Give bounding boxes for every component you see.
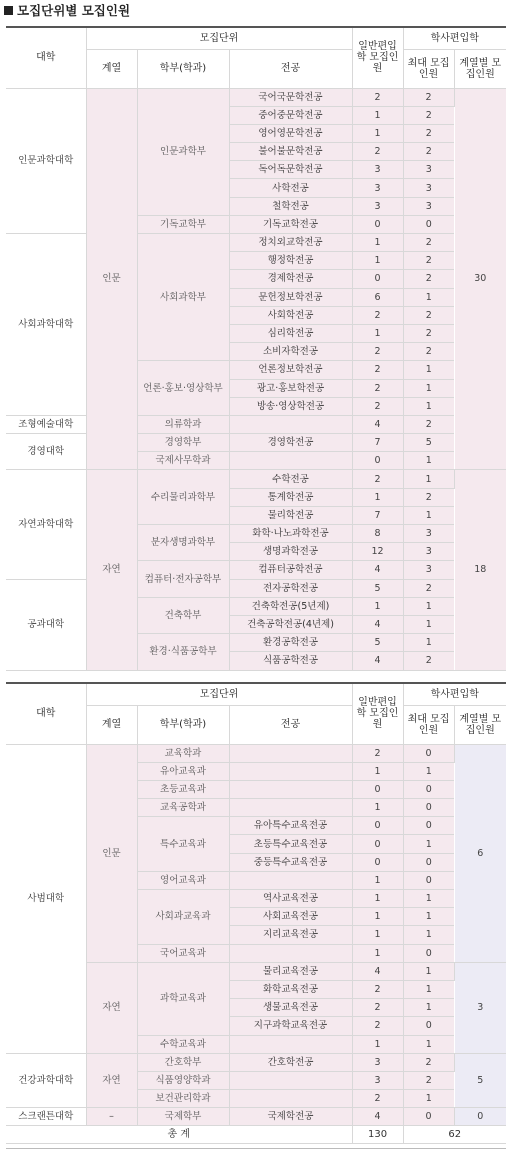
header-univ: 대학 (6, 27, 86, 88)
general-quota-cell: 12 (352, 543, 403, 561)
major-cell: 전자공학전공 (229, 579, 352, 597)
univ-cell: 경영대학 (6, 434, 86, 470)
general-quota-cell: 2 (352, 361, 403, 379)
max-quota-cell: 2 (403, 1071, 454, 1089)
dept-cell: 영어교육과 (137, 871, 229, 889)
general-quota-cell: 2 (352, 999, 403, 1017)
header-max: 최대 모집인원 (403, 705, 454, 744)
max-quota-cell: 1 (403, 379, 454, 397)
general-quota-cell: 4 (352, 652, 403, 670)
header-major: 전공 (229, 49, 352, 88)
general-quota-cell: 3 (352, 1071, 403, 1089)
general-quota-cell: 5 (352, 634, 403, 652)
dept-cell: 교육공학과 (137, 799, 229, 817)
max-quota-cell: 1 (403, 361, 454, 379)
header-major: 전공 (229, 705, 352, 744)
series-quota-cell: 18 (454, 470, 506, 670)
major-cell: 역사교육전공 (229, 890, 352, 908)
dept-cell: 수학교육과 (137, 1035, 229, 1053)
major-cell: 불어불문학전공 (229, 143, 352, 161)
dept-cell: 간호학부 (137, 1053, 229, 1071)
max-quota-cell: 1 (403, 962, 454, 980)
major-cell: 화학교육전공 (229, 980, 352, 998)
dept-cell: 국어교육과 (137, 944, 229, 962)
header-unit: 모집단위 (86, 683, 352, 705)
major-cell: 정치외교학전공 (229, 234, 352, 252)
quota-table-2 (6, 682, 506, 1144)
general-quota-cell: 1 (352, 871, 403, 889)
general-quota-cell: 2 (352, 980, 403, 998)
header-series: 계열 (86, 49, 137, 88)
general-quota-cell: 0 (352, 270, 403, 288)
max-quota-cell: 1 (403, 597, 454, 615)
dept-cell: 컴퓨터·전자공학부 (137, 561, 229, 597)
major-cell: 사회학전공 (229, 306, 352, 324)
major-cell: 기독교학전공 (229, 215, 352, 233)
max-quota-cell: 2 (403, 234, 454, 252)
major-cell: 철학전공 (229, 197, 352, 215)
max-quota-cell: 1 (403, 288, 454, 306)
dept-cell: 교육학과 (137, 744, 229, 762)
table-row (6, 744, 506, 762)
general-quota-cell: 0 (352, 817, 403, 835)
header-general: 일반편입학 모집인원 (352, 27, 403, 88)
major-cell: 광고·홍보학전공 (229, 379, 352, 397)
major-cell: 컴퓨터공학전공 (229, 561, 352, 579)
max-quota-cell: 1 (403, 926, 454, 944)
major-cell (229, 780, 352, 798)
max-quota-cell: 3 (403, 197, 454, 215)
header-dept: 학부(학과) (137, 49, 229, 88)
table-row (6, 234, 506, 252)
max-quota-cell: 5 (403, 434, 454, 452)
max-quota-cell: 1 (403, 980, 454, 998)
series-quota-cell: 5 (454, 1053, 506, 1108)
general-quota-cell: 8 (352, 525, 403, 543)
dept-cell: 과학교육과 (137, 962, 229, 1035)
max-quota-cell: 2 (403, 324, 454, 342)
univ-cell: 사회과학대학 (6, 234, 86, 416)
dept-cell: 기독교학부 (137, 215, 229, 233)
max-quota-cell: 2 (403, 270, 454, 288)
total-transfer: 62 (403, 1126, 506, 1144)
general-quota-cell: 2 (352, 397, 403, 415)
total-row (6, 1126, 506, 1144)
univ-cell: 공과대학 (6, 579, 86, 670)
max-quota-cell: 1 (403, 1090, 454, 1108)
max-quota-cell: 1 (403, 470, 454, 488)
dept-cell: 수리물리과학부 (137, 470, 229, 525)
general-quota-cell: 4 (352, 615, 403, 633)
major-cell (229, 1071, 352, 1089)
major-cell: 문헌정보학전공 (229, 288, 352, 306)
header-univ: 대학 (6, 683, 86, 744)
table-row (6, 579, 506, 597)
table-row (6, 434, 506, 452)
dept-cell: 의류학과 (137, 415, 229, 433)
general-quota-cell: 2 (352, 88, 403, 106)
table2-body (6, 744, 506, 1144)
general-quota-cell: 0 (352, 452, 403, 470)
major-cell: 통계학전공 (229, 488, 352, 506)
general-quota-cell: 0 (352, 215, 403, 233)
dept-cell: 식품영양학과 (137, 1071, 229, 1089)
max-quota-cell: 3 (403, 525, 454, 543)
dept-cell: 보건관리학과 (137, 1090, 229, 1108)
major-cell: 언론정보학전공 (229, 361, 352, 379)
max-quota-cell: 2 (403, 252, 454, 270)
max-quota-cell: 2 (403, 1053, 454, 1071)
max-quota-cell: 0 (403, 817, 454, 835)
general-quota-cell: 2 (352, 744, 403, 762)
table1-body (6, 88, 506, 670)
header-transfer: 학사편입학 (403, 683, 506, 705)
series-cell: 인문 (86, 744, 137, 962)
dept-cell: 경영학부 (137, 434, 229, 452)
univ-cell: 자연과학대학 (6, 470, 86, 579)
major-cell (229, 1090, 352, 1108)
max-quota-cell: 2 (403, 106, 454, 124)
max-quota-cell: 0 (403, 215, 454, 233)
major-cell: 국제학전공 (229, 1108, 352, 1126)
general-quota-cell: 2 (352, 306, 403, 324)
general-quota-cell: 1 (352, 597, 403, 615)
general-quota-cell: 3 (352, 161, 403, 179)
general-quota-cell: 2 (352, 1090, 403, 1108)
major-cell: 수학전공 (229, 470, 352, 488)
header-general: 일반편입학 모집인원 (352, 683, 403, 744)
header-unit: 모집단위 (86, 27, 352, 49)
major-cell: 물리교육전공 (229, 962, 352, 980)
general-quota-cell: 1 (352, 799, 403, 817)
univ-cell: 인문과학대학 (6, 88, 86, 234)
dept-cell: 건축학부 (137, 597, 229, 633)
major-cell: 사회교육전공 (229, 908, 352, 926)
dept-cell: 초등교육과 (137, 780, 229, 798)
max-quota-cell: 2 (403, 88, 454, 106)
table-row (6, 415, 506, 433)
series-quota-cell: 3 (454, 962, 506, 1053)
max-quota-cell: 3 (403, 161, 454, 179)
general-quota-cell: 1 (352, 234, 403, 252)
dept-cell: 분자생명과학부 (137, 525, 229, 561)
max-quota-cell: 1 (403, 835, 454, 853)
major-cell: 경영학전공 (229, 434, 352, 452)
major-cell (229, 415, 352, 433)
major-cell: 독어독문학전공 (229, 161, 352, 179)
univ-cell: 조형예술대학 (6, 415, 86, 433)
series-cell: – (86, 1108, 137, 1126)
max-quota-cell: 0 (403, 780, 454, 798)
general-quota-cell: 5 (352, 579, 403, 597)
dept-cell: 유아교육과 (137, 762, 229, 780)
general-quota-cell: 3 (352, 1053, 403, 1071)
general-quota-cell: 2 (352, 470, 403, 488)
major-cell: 물리학전공 (229, 506, 352, 524)
general-quota-cell: 1 (352, 926, 403, 944)
max-quota-cell: 1 (403, 615, 454, 633)
series-cell: 자연 (86, 1053, 137, 1108)
general-quota-cell: 1 (352, 106, 403, 124)
max-quota-cell: 0 (403, 853, 454, 871)
dept-cell: 인문과학부 (137, 88, 229, 215)
header-series-quota: 계열별 모집인원 (454, 705, 506, 744)
general-quota-cell: 1 (352, 908, 403, 926)
total-general: 130 (352, 1126, 403, 1144)
dept-cell: 특수교육과 (137, 817, 229, 872)
max-quota-cell: 2 (403, 343, 454, 361)
square-bullet-icon (4, 6, 13, 15)
max-quota-cell: 2 (403, 488, 454, 506)
major-cell (229, 762, 352, 780)
max-quota-cell: 3 (403, 561, 454, 579)
general-quota-cell: 1 (352, 252, 403, 270)
series-cell: 자연 (86, 962, 137, 1053)
major-cell: 심리학전공 (229, 324, 352, 342)
max-quota-cell: 2 (403, 415, 454, 433)
general-quota-cell: 0 (352, 853, 403, 871)
general-quota-cell: 1 (352, 1035, 403, 1053)
dept-cell: 사회과교육과 (137, 890, 229, 945)
major-cell (229, 871, 352, 889)
series-quota-cell: 0 (454, 1108, 506, 1126)
header-max: 최대 모집인원 (403, 49, 454, 88)
max-quota-cell: 0 (403, 744, 454, 762)
general-quota-cell: 4 (352, 962, 403, 980)
major-cell: 행정학전공 (229, 252, 352, 270)
header-transfer: 학사편입학 (403, 27, 506, 49)
max-quota-cell: 1 (403, 452, 454, 470)
general-quota-cell: 0 (352, 835, 403, 853)
table-row (6, 88, 506, 106)
max-quota-cell: 0 (403, 1108, 454, 1126)
general-quota-cell: 4 (352, 415, 403, 433)
major-cell (229, 1035, 352, 1053)
dept-cell: 국제사무학과 (137, 452, 229, 470)
general-quota-cell: 3 (352, 197, 403, 215)
header-series: 계열 (86, 705, 137, 744)
major-cell: 국어국문학전공 (229, 88, 352, 106)
page-title (4, 2, 130, 20)
general-quota-cell: 6 (352, 288, 403, 306)
univ-cell: 스크랜튼대학 (6, 1108, 86, 1126)
page-title-text: 모집단위별 모집인원 (17, 3, 131, 18)
series-cell: 자연 (86, 470, 137, 670)
general-quota-cell: 2 (352, 343, 403, 361)
general-quota-cell: 1 (352, 762, 403, 780)
general-quota-cell: 7 (352, 506, 403, 524)
table-row (6, 1053, 506, 1071)
major-cell: 중등특수교육전공 (229, 853, 352, 871)
max-quota-cell: 3 (403, 179, 454, 197)
general-quota-cell: 1 (352, 944, 403, 962)
general-quota-cell: 2 (352, 379, 403, 397)
max-quota-cell: 2 (403, 652, 454, 670)
max-quota-cell: 1 (403, 1035, 454, 1053)
general-quota-cell: 1 (352, 488, 403, 506)
major-cell: 건축학전공(5년제) (229, 597, 352, 615)
dept-cell: 사회과학부 (137, 234, 229, 361)
max-quota-cell: 3 (403, 543, 454, 561)
table-row (6, 470, 506, 488)
major-cell: 간호학전공 (229, 1053, 352, 1071)
general-quota-cell: 7 (352, 434, 403, 452)
major-cell: 화학·나노과학전공 (229, 525, 352, 543)
general-quota-cell: 2 (352, 143, 403, 161)
major-cell: 식품공학전공 (229, 652, 352, 670)
max-quota-cell: 0 (403, 1017, 454, 1035)
quota-table-1 (6, 26, 506, 671)
major-cell: 영어영문학전공 (229, 124, 352, 142)
univ-cell: 사범대학 (6, 744, 86, 1053)
major-cell (229, 799, 352, 817)
major-cell: 환경공학전공 (229, 634, 352, 652)
major-cell: 초등특수교육전공 (229, 835, 352, 853)
series-cell: 인문 (86, 88, 137, 470)
major-cell (229, 744, 352, 762)
major-cell: 건축공학전공(4년제) (229, 615, 352, 633)
major-cell: 생물교육전공 (229, 999, 352, 1017)
major-cell: 지리교육전공 (229, 926, 352, 944)
header-dept: 학부(학과) (137, 705, 229, 744)
header-series-quota: 계열별 모집인원 (454, 49, 506, 88)
max-quota-cell: 1 (403, 506, 454, 524)
dept-cell: 환경·식품공학부 (137, 634, 229, 670)
max-quota-cell: 2 (403, 306, 454, 324)
max-quota-cell: 0 (403, 944, 454, 962)
major-cell: 유아특수교육전공 (229, 817, 352, 835)
general-quota-cell: 1 (352, 324, 403, 342)
major-cell: 중어중문학전공 (229, 106, 352, 124)
max-quota-cell: 1 (403, 634, 454, 652)
general-quota-cell: 2 (352, 1017, 403, 1035)
major-cell (229, 944, 352, 962)
max-quota-cell: 0 (403, 799, 454, 817)
series-quota-cell: 6 (454, 744, 506, 962)
total-label: 총 계 (6, 1126, 352, 1144)
major-cell: 지구과학교육전공 (229, 1017, 352, 1035)
general-quota-cell: 0 (352, 780, 403, 798)
general-quota-cell: 1 (352, 124, 403, 142)
general-quota-cell: 4 (352, 1108, 403, 1126)
max-quota-cell: 1 (403, 999, 454, 1017)
univ-cell: 건강과학대학 (6, 1053, 86, 1108)
general-quota-cell: 4 (352, 561, 403, 579)
max-quota-cell: 0 (403, 871, 454, 889)
series-quota-cell: 30 (454, 88, 506, 470)
max-quota-cell: 1 (403, 908, 454, 926)
general-quota-cell: 1 (352, 890, 403, 908)
max-quota-cell: 2 (403, 579, 454, 597)
major-cell: 생명과학전공 (229, 543, 352, 561)
table-row (6, 1108, 506, 1126)
major-cell: 사학전공 (229, 179, 352, 197)
general-quota-cell: 3 (352, 179, 403, 197)
max-quota-cell: 1 (403, 397, 454, 415)
major-cell: 방송·영상학전공 (229, 397, 352, 415)
major-cell: 경제학전공 (229, 270, 352, 288)
dept-cell: 언론·홍보·영상학부 (137, 361, 229, 416)
max-quota-cell: 1 (403, 890, 454, 908)
dept-cell: 국제학부 (137, 1108, 229, 1126)
max-quota-cell: 2 (403, 124, 454, 142)
major-cell (229, 452, 352, 470)
max-quota-cell: 1 (403, 762, 454, 780)
major-cell: 소비자학전공 (229, 343, 352, 361)
max-quota-cell: 2 (403, 143, 454, 161)
